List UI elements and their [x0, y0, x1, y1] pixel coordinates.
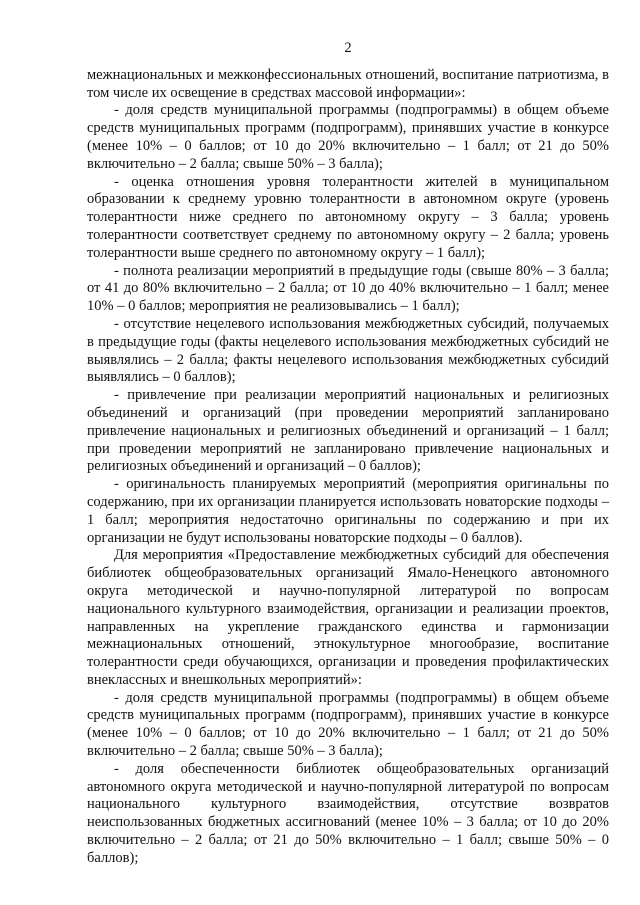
page-number: 2: [344, 40, 352, 56]
paragraph: межнациональных и межконфессиональных отношений, воспитание патриотизма, в том числе их освещение в средствах массовой информации»:: [87, 66, 609, 101]
paragraph: - полнота реализации мероприятий в предыдущие годы (свыше 80% – 3 балла; от 41 до 80% включительно – 2 балла; от 10 до 40% включительно – 1 балл; менее 10% – 0 баллов; мероприятия не реализовывались – 1 балл);: [87, 262, 609, 315]
paragraph: - оценка отношения уровня толерантности жителей в муниципальном образовании к среднему уровню толерантности в автономном округе (уровень толерантности ниже среднего по автономному округу – 3 балла; уровень толерантности соответствует среднему по автономному округу – 2 балла; уровень толерантности выше среднего по автономному округу – 1 балл);: [87, 173, 609, 261]
paragraph: - доля средств муниципальной программы (подпрограммы) в общем объеме средств муниципальных программ (подпрограмм), принявших участие в конкурсе (менее 10% – 0 баллов; от 10 до 20% включительно – 1 балл; от 21 до 50% включительно – 2 балла; свыше 50% – 3 балла);: [87, 689, 609, 760]
paragraph: - доля средств муниципальной программы (подпрограммы) в общем объеме средств муниципальных программ (подпрограмм), принявших участие в конкурсе (менее 10% – 0 баллов; от 10 до 20% включительно – 1 балл; от 21 до 50% включительно – 2 балла; свыше 50% – 3 балла);: [87, 102, 609, 172]
paragraph: - оригинальность планируемых мероприятий (мероприятия оригинальны по содержанию, при их организации планируется использовать новаторские подходы – 1 балл; мероприятия недостаточно оригинальны по содержанию и при их организации не будут использованы новаторские подходы – 0 баллов).: [87, 476, 609, 546]
paragraph: - доля обеспеченности библиотек общеобразовательных организаций автономного округа методической и научно-популярной литературой по вопросам национального культурного взаимодействия, отсутствие возвратов неиспользованных бюджетных ассигнований (менее 10% – 3 балла; от 10 до 20% включительно – 2 балла; от 21 до 50% включительно – 1 балл; свыше 50% – 0 баллов);: [87, 760, 609, 866]
paragraph: - отсутствие нецелевого использования межбюджетных субсидий, получаемых в предыдущие годы (факты нецелевого использования межбюджетных субсидий не выявлялись – 2 балла; факты нецелевого использования межбюджетных субсидий выявлялись – 0 баллов);: [87, 315, 609, 386]
document-body: [87, 67, 609, 868]
paragraph: Для мероприятия «Предоставление межбюджетных субсидий для обеспечения библиотек общеобразовательных организаций Ямало-Ненецкого автономного округа методической и научно-популярной литературой по вопросам национального культурного взаимодействия, организации и реализации проектов, направленных на укрепление гражданского единства и гармонизации межнациональных отношений, этнокультурное многообразие, воспитание толерантности среди обучающихся, организации и проведения профилактических внеклассных и внешкольных мероприятий»:: [87, 547, 609, 688]
paragraph: - привлечение при реализации мероприятий национальных и религиозных объединений и организаций (при проведении мероприятий запланировано привлечение национальных и религиозных объединений и организаций – 1 балл; при проведении мероприятий не запланировано привлечение национальных и религиозных объединений и организаций – 0 баллов);: [87, 387, 609, 475]
